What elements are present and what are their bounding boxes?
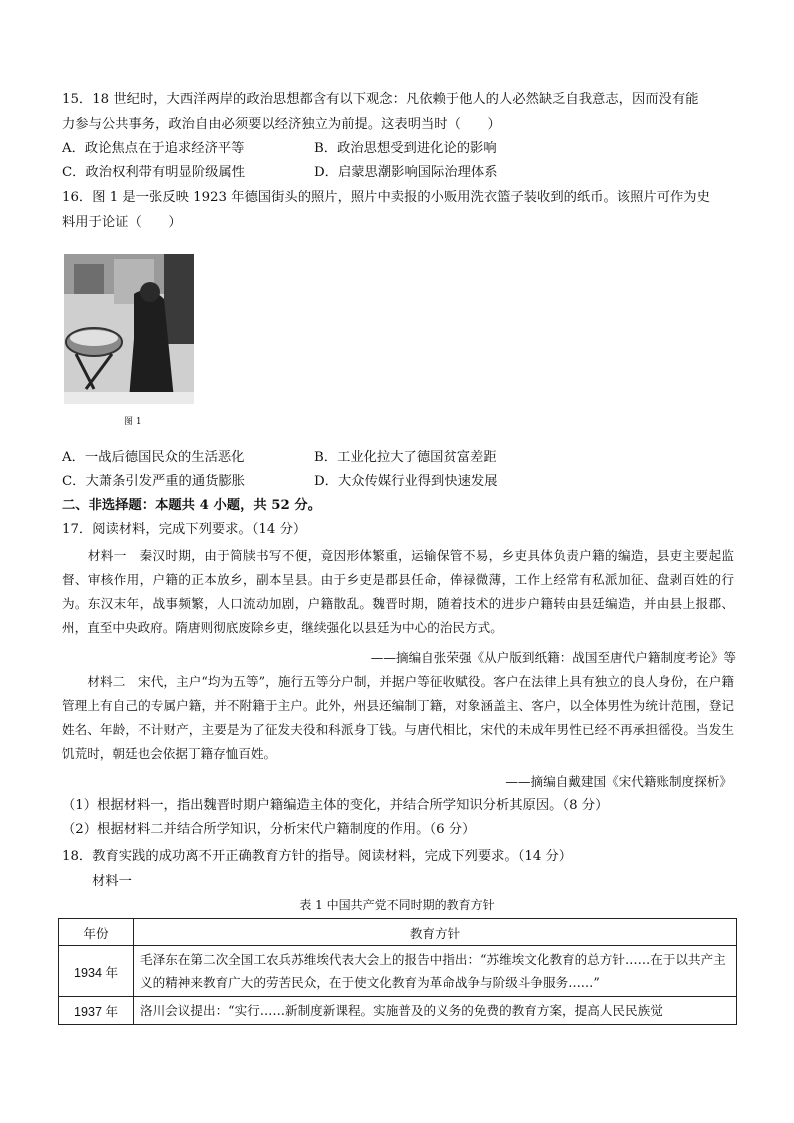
q15-option-c[interactable]: C．政治权利带有明显阶级属性 bbox=[62, 165, 246, 180]
historical-photo bbox=[64, 254, 194, 404]
q16-option-b[interactable]: B．工业化拉大了德国贫富差距 bbox=[314, 450, 497, 465]
row-policy: 毛泽东在第二次全国工农兵苏维埃代表大会上的报告中指出：“苏维埃文化教育的总方针……在于以共产主义的精神来教育广大的劳苦民众，在于使文化教育为革命战争与阶级斗争服务……” bbox=[134, 946, 737, 997]
row-policy: 洛川会议提出：“实行……新制度新课程。实施普及的义务的免费的教育方案，提高人民民族觉 bbox=[134, 997, 737, 1025]
section-two-heading: 二、非选择题：本题共 4 小题，共 52 分。 bbox=[62, 498, 322, 513]
column-header-policy: 教育方针 bbox=[134, 919, 737, 946]
q15-option-b[interactable]: B．政治思想受到进化论的影响 bbox=[314, 141, 497, 156]
q15-option-a[interactable]: A．政论焦点在于追求经济平等 bbox=[62, 141, 245, 156]
education-policy-table bbox=[58, 918, 737, 1025]
q16-stem-line1: 16．图 1 是一张反映 1923 年德国街头的照片，照片中卖报的小贩用洗衣篮子装收到的纸币。该照片可作为史 bbox=[62, 190, 710, 205]
q16-option-c[interactable]: C．大萧条引发严重的通货膨胀 bbox=[62, 474, 246, 489]
q15-stem-line1: 15．18 世纪时，大西洋两岸的政治思想都含有以下观念：凡依赖于他人的人必然缺乏自我意志，因而没有能 bbox=[62, 92, 699, 107]
q17-stem: 17．阅读材料，完成下列要求。（14 分） bbox=[62, 522, 307, 537]
q18-material-1-label: 材料一 bbox=[92, 874, 132, 889]
table-caption: 表 1 中国共产党不同时期的教育方针 bbox=[299, 898, 495, 912]
q18-stem: 18．教育实践的成功离不开正确教育方针的指导。阅读材料，完成下列要求。（14 分） bbox=[62, 849, 573, 864]
column-header-year: 年份 bbox=[59, 919, 134, 946]
q17-material-2: 材料二 宋代，主户“均为五等”，施行五等分户制，并据户等征收赋役。客户在法律上具有独立的良人身份，在户籍管理上有自己的专属户籍，并不附籍于主户。此外，州县还编制丁籍，对象涵盖主、客户，以全体男性为统计范围，登记姓名、年龄，不计财产，主要是为了征发夫役和科派身丁钱。与唐代相比，宋代的未成年男性已经不再承担徭役。当发生饥荒时，朝廷也会依据丁籍存恤百姓。 bbox=[62, 674, 734, 761]
q16-option-d[interactable]: D．大众传媒行业得到快速发展 bbox=[314, 474, 498, 489]
table-row bbox=[59, 997, 737, 1025]
q16-option-a[interactable]: A．一战后德国民众的生活恶化 bbox=[62, 450, 245, 465]
row-year: 1934 年 bbox=[59, 946, 134, 997]
table-header-row bbox=[59, 919, 737, 946]
q17-subquestion-1: （1）根据材料一，指出魏晋时期户籍编造主体的变化，并结合所学知识分析其原因。（8 分） bbox=[62, 798, 609, 813]
table-row bbox=[59, 946, 737, 997]
q17-material-1: 材料一 秦汉时期，由于简牍书写不便，竟因形体繁重，运输保管不易，乡吏具体负责户籍的编造，县吏主要起监督、审核作用，户籍的正本放乡，副本呈县。由于乡吏是郡县任命，俸禄微薄，工作上经常有私派加征、盘剥百姓的行为。东汉末年，战事频繁，人口流动加剧，户籍散乱。魏晋时期，随着技术的进步户籍转由县廷编造，并由县上报郡、州，直至中央政府。隋唐则彻底废除乡吏，继续强化以县廷为中心的治民方式。 bbox=[62, 548, 734, 635]
q17-subquestion-2: （2）根据材料二并结合所学知识，分析宋代户籍制度的作用。（6 分） bbox=[62, 822, 476, 837]
q17-material-1-source: ——摘编自张荣强《从户版到纸籍：战国至唐代户籍制度考论》等 bbox=[370, 650, 736, 665]
q17-material-2-source: ——摘编自戴建国《宋代籍账制度探析》 bbox=[505, 774, 732, 789]
q15-stem-line2: 力参与公共事务，政治自由必须要以经济独立为前提。这表明当时（ ） bbox=[62, 117, 501, 132]
q16-stem-line2: 料用于论证（ ） bbox=[62, 215, 182, 230]
q15-option-d[interactable]: D．启蒙思潮影响国际治理体系 bbox=[314, 165, 498, 180]
row-year: 1937 年 bbox=[59, 997, 134, 1025]
photo-caption: 图 1 bbox=[124, 417, 142, 427]
